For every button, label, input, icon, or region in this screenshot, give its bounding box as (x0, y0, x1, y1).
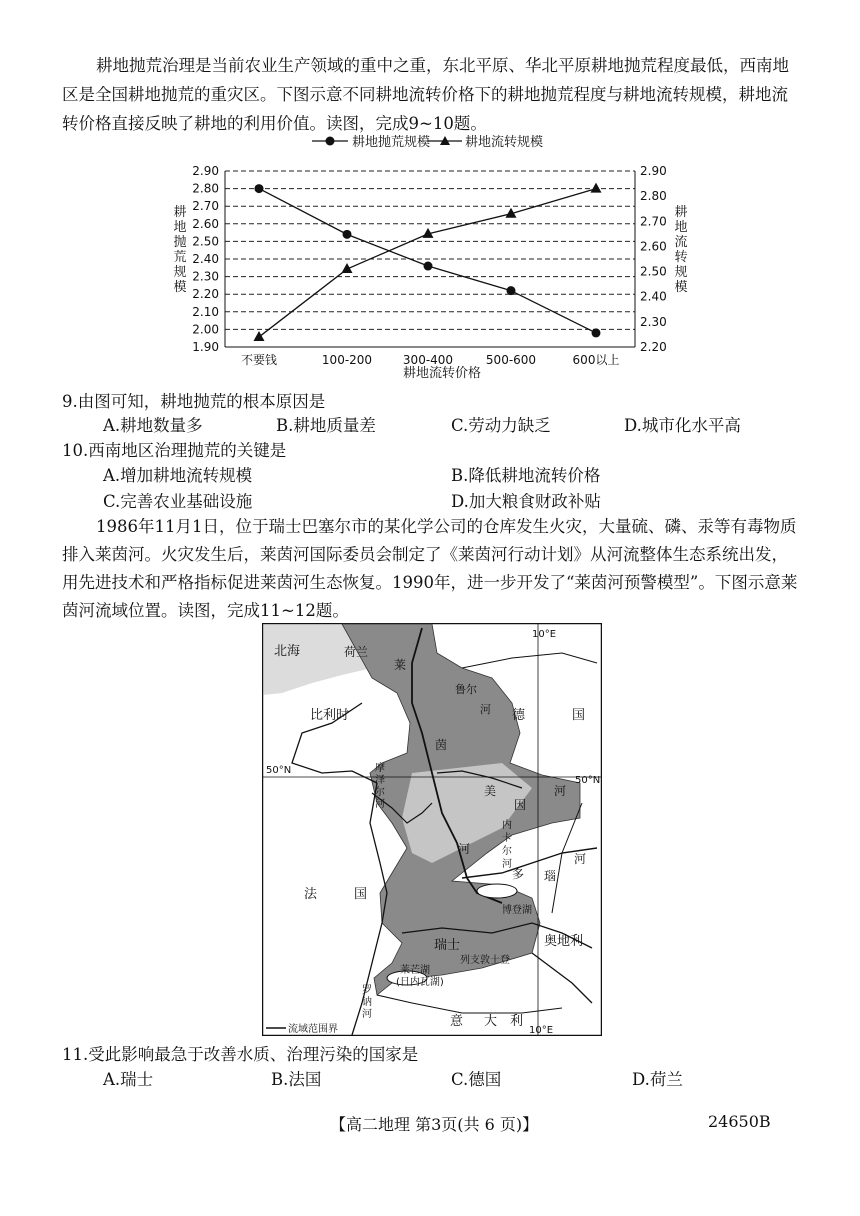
y-tick-label-left: 2.30 (192, 269, 219, 284)
label-france-2: 国 (354, 887, 368, 902)
x-tick-label: 300-400 (402, 353, 454, 367)
label-rhone-1: 罗 (362, 985, 372, 996)
q9-option-a[interactable]: A.耕地数量多 (103, 416, 203, 435)
label-main-1: 美 (484, 784, 497, 798)
label-germany-2: 国 (572, 708, 586, 723)
label-geneva-1: 莱芒湖 (400, 965, 430, 976)
line-chart (160, 128, 700, 388)
label-rhine-2: 茵 (435, 738, 448, 752)
x-tick-label: 不要钱 (240, 353, 278, 367)
label-neckar-2: 卡 (502, 833, 512, 844)
q10-option-a[interactable]: A.增加耕地流转规模 (103, 466, 253, 485)
q9-option-b[interactable]: B.耕地质量差 (276, 416, 376, 435)
map-legend (264, 1021, 340, 1035)
map-legend-label: 流域范围界 (288, 1024, 338, 1035)
label-bodensee: 博登湖 (502, 905, 532, 916)
y-tick-label-right: 2.70 (640, 214, 667, 229)
y-tick-label-right: 2.80 (640, 189, 667, 204)
data-point-abandon (592, 328, 601, 337)
legend-circle-marker (326, 137, 335, 146)
label-danube-1: 多 (512, 867, 525, 881)
intro-paragraph-1: 耕地抛荒治理是当前农业生产领域的重中之重，东北平原、华北平原耕地抛荒程度最低，西南地区是全国耕地抛荒的重灾区。下图示意不同耕地流转价格下的耕地抛荒程度与耕地流转规模，耕地流转价格直接反映了耕地的利用价值。读图，完成9~10题。 (62, 56, 789, 133)
y-tick-label-right: 2.20 (640, 340, 667, 354)
label-rhine-3: 河 (458, 842, 471, 856)
label-liechtenstein: 列支敦士登 (460, 955, 510, 966)
q11-option-a[interactable]: A.瑞士 (103, 1070, 154, 1089)
label-lon-bottom: 10°E (529, 1025, 554, 1036)
y-tick-label-left: 2.90 (192, 164, 219, 178)
rhine-basin-map (262, 623, 602, 1036)
intro-paragraph-2: 1986年11月1日，位于瑞士巴塞尔市的某化学公司的仓库发生火灾，大量硫、磷、汞等有毒物质排入莱茵河。火灾发生后，莱茵河国际委员会制定了《莱茵河行动计划》从河流整体生态系统出发，用先进技术和严格指标促进莱茵河生态恢复。1990年，进一步开发了“莱茵河预警模型”。下图示意莱茵河流域位置。读图，完成11~12题。 (62, 517, 798, 620)
q9-option-d[interactable]: D.城市化水平高 (624, 416, 741, 435)
data-point-abandon (343, 230, 352, 239)
label-moselle-4: 河 (375, 799, 385, 810)
label-rhine-1: 莱 (394, 658, 407, 672)
y-tick-label-left: 2.80 (192, 181, 219, 196)
x-axis-title: 耕地流转价格 (402, 366, 482, 381)
q11-option-b[interactable]: B.法国 (271, 1070, 322, 1089)
label-germany-1: 德 (512, 708, 526, 723)
page-footer-code: 24650B (708, 1112, 771, 1131)
label-belgium: 比利时 (310, 708, 350, 723)
y-tick-label-left: 2.00 (192, 322, 219, 337)
label-lat-left: 50°N (266, 765, 292, 776)
x-tick-label: 500-600 (485, 353, 537, 367)
y-tick-label-right: 2.60 (640, 239, 667, 254)
x-tick-label: 100-200 (321, 353, 373, 367)
label-moselle-3: 尔 (375, 787, 385, 798)
y-tick-label-left: 1.90 (192, 340, 219, 354)
label-ruhr-2: 河 (480, 703, 491, 716)
label-danube-3: 河 (574, 852, 587, 866)
chart-legend (312, 134, 543, 150)
legend-label-abandon: 耕地抛荒规模 (352, 135, 431, 150)
label-ruhr-1: 鲁尔 (455, 683, 477, 696)
y-tick-label-left: 2.10 (192, 304, 219, 319)
y-axis-title-right: 耕地流转规模 (674, 205, 688, 295)
label-moselle-2: 泽 (375, 775, 385, 786)
y-tick-label-left: 2.40 (192, 252, 219, 266)
label-lon-top: 10°E (532, 629, 557, 640)
legend-label-transfer: 耕地流转规模 (465, 135, 544, 150)
bodensee-lake (477, 884, 517, 898)
question-11-stem: 11.受此影响最急于改善水质、治理污染的国家是 (62, 1045, 419, 1064)
label-switzerland: 瑞士 (434, 938, 461, 953)
label-main-2: 因 (514, 798, 527, 812)
q11-option-d[interactable]: D.荷兰 (632, 1070, 683, 1089)
y-tick-label-right: 2.40 (640, 289, 667, 304)
data-point-abandon (424, 262, 433, 271)
label-netherlands: 荷兰 (344, 645, 369, 659)
q10-option-c[interactable]: C.完善农业基础设施 (103, 492, 253, 511)
question-9-stem: 9.由图可知，耕地抛荒的根本原因是 (62, 392, 326, 411)
label-lat-right: 50°N (575, 775, 601, 786)
x-axis-ticks (241, 352, 619, 367)
data-point-abandon (507, 286, 516, 295)
data-point-transfer (591, 183, 602, 193)
label-france-1: 法 (304, 887, 318, 902)
data-point-abandon (255, 184, 264, 193)
q11-option-c[interactable]: C.德国 (451, 1070, 502, 1089)
label-geneva-2: (日内瓦湖) (396, 977, 444, 988)
label-rhone-3: 河 (362, 1009, 372, 1020)
question-10-stem: 10.西南地区治理抛荒的关键是 (62, 441, 287, 460)
x-tick-label: 600以上 (572, 353, 620, 367)
series-line (259, 189, 596, 333)
label-danube-2: 瑙 (544, 869, 557, 883)
label-austria: 奥地利 (544, 934, 584, 949)
chart-grid (225, 171, 635, 347)
data-point-transfer (254, 331, 265, 341)
y-axis-title-left: 耕地抛荒规模 (173, 205, 187, 295)
label-neckar-1: 内 (502, 820, 512, 831)
label-north-sea: 北海 (274, 644, 301, 659)
label-main-3: 河 (554, 784, 567, 798)
right-axis-ticks (640, 164, 667, 354)
left-axis-ticks (192, 164, 219, 354)
q10-option-d[interactable]: D.加大粮食财政补贴 (451, 492, 601, 511)
y-tick-label-right: 2.50 (640, 264, 667, 279)
label-neckar-4: 河 (502, 859, 512, 870)
y-tick-label-left: 2.50 (192, 234, 219, 249)
label-italy-3: 利 (510, 1014, 524, 1029)
label-rhone-2: 讷 (362, 997, 372, 1008)
label-neckar-3: 尔 (502, 846, 512, 857)
y-tick-label-right: 2.90 (640, 164, 667, 178)
label-italy-2: 大 (484, 1014, 498, 1029)
y-tick-label-left: 2.70 (192, 199, 219, 214)
label-italy-1: 意 (450, 1014, 464, 1029)
page-footer-info: 【高二地理 第3页(共 6 页)】 (330, 1115, 539, 1134)
y-tick-label-left: 2.20 (192, 287, 219, 302)
q10-option-b[interactable]: B.降低耕地流转价格 (451, 466, 601, 485)
y-tick-label-left: 2.60 (192, 216, 219, 231)
y-tick-label-right: 2.30 (640, 314, 667, 329)
label-moselle-1: 摩 (375, 763, 385, 774)
q9-option-c[interactable]: C.劳动力缺乏 (451, 416, 551, 435)
